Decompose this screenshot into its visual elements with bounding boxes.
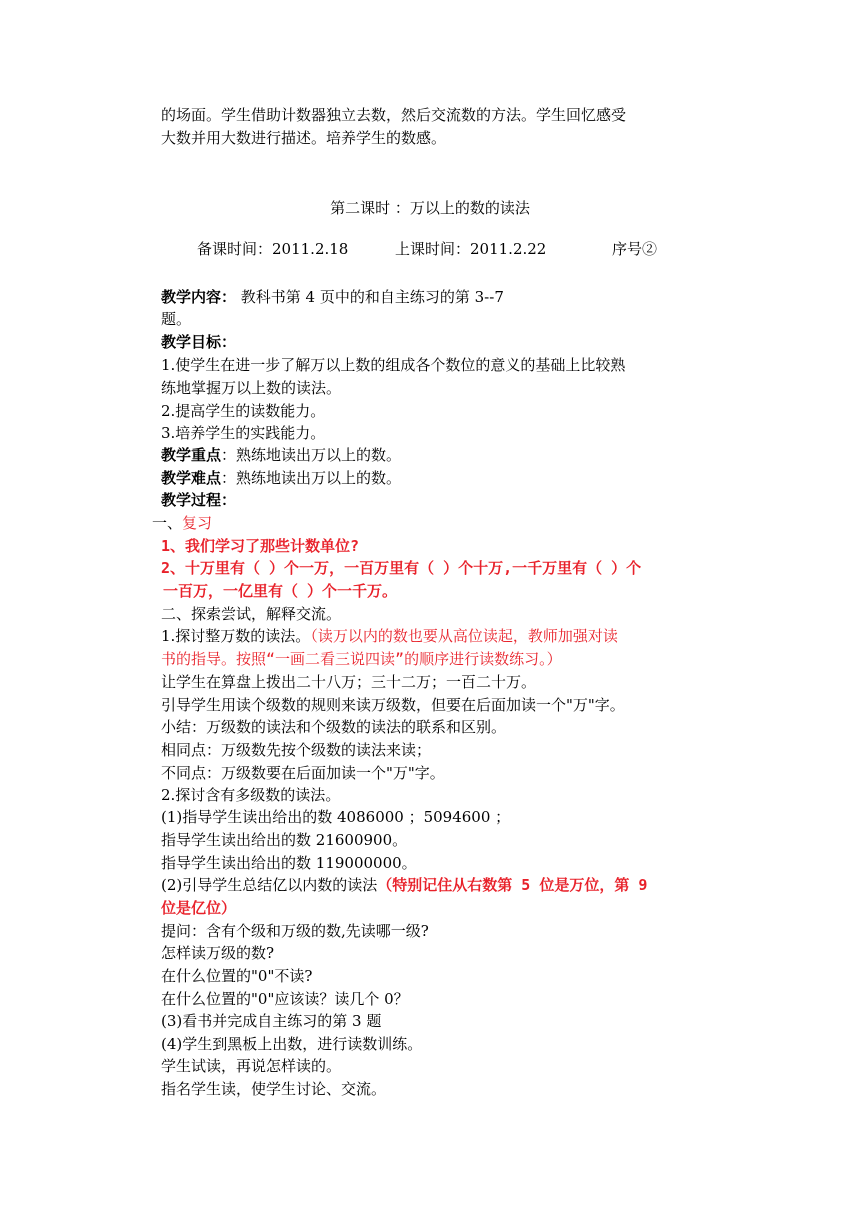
step-1-line [161,625,618,647]
objective-item: 2.提高学生的读数能力。 [161,402,326,420]
step-1-note-cont: 书的指导。按照“一画二看三说四读”的顺序进行读数练习。） [161,650,562,668]
process-line: 不同点：万级数要在后面加读一个"万"字。 [161,764,445,782]
review-prefix: 一、 [152,514,183,532]
process-line: (4)学生到黑板上出数，进行读数训练。 [161,1035,423,1053]
content-label: 教学内容： [161,288,237,306]
content-text-cont: 题。 [161,310,192,328]
process-line: 指名学生读，使学生讨论、交流。 [161,1080,387,1098]
key-point-label: 教学重点 [161,446,222,464]
difficulty-label: 教学难点 [161,469,222,487]
step-2-note: （特别记住从右数第 5 位是万位，第 9 [377,876,648,894]
process-line: 指导学生读出给出的数 119000000。 [161,854,417,872]
process-line: (1)指导学生读出给出的数 4086000 ；5094600 ； [161,808,511,826]
difficulty-text: ：熟练地读出万以上的数。 [221,469,402,487]
intro-line: 的场面。学生借助计数器独立去数，然后交流数的方法。学生回忆感受 [161,106,627,124]
objective-item: 练地掌握万以上数的读法。 [161,379,342,397]
step-2-line [161,874,647,896]
step-1-title: 1.探讨整万数的读法。 [161,627,311,645]
process-line: 引导学生用读个级数的规则来读万级数，但要在后面加读一个"万"字。 [161,696,625,714]
process-line: 2.探讨含有多级数的读法。 [161,786,341,804]
review-heading [152,512,212,534]
process-line: 学生试读，再说怎样读的。 [161,1057,342,1075]
review-title: 复习 [182,514,213,532]
process-label: 教学过程： [161,491,237,509]
process-line: 让学生在算盘上拨出二十八万；三十二万；一百二十万。 [161,673,537,691]
objectives-label: 教学目标： [161,333,237,351]
content-line [161,286,504,308]
review-question: 2、十万里有（ ）个一万，一百万里有（ ）个十万,一千万里有（ ）个 [161,559,642,577]
process-line: (3)看书并完成自主练习的第 3 题 [161,1012,382,1030]
step-2-item: (2)引导学生总结亿以内数的读法 [161,876,378,894]
content-text: 教科书第 4 页中的和自主练习的第 3--7 [236,288,504,306]
review-question-cont: 一百万，一亿里有（ ）个一千万。 [163,582,398,600]
section-heading: 二、探索尝试，解释交流。 [161,605,342,623]
serial-number: 序号② [612,240,658,258]
review-question: 1、我们学习了那些计数单位? [161,537,360,555]
step-2-note-cont: 位是亿位） [161,899,237,917]
objective-item: 1.使学生在进一步了解万以上数的组成各个数位的意义的基础上比较熟 [161,356,626,374]
process-line: 在什么位置的"0"应该读？读几个 0？ [161,990,409,1008]
difficulty-line [161,467,401,489]
process-line: 提问：含有个级和万级的数,先读哪一级? [161,922,429,940]
process-line: 小结：万级数的读法和个级数的读法的联系和区别。 [161,718,507,736]
class-time: 上课时间：2011.2.22 [395,240,547,258]
objective-item: 3.培养学生的实践能力。 [161,424,326,442]
process-line: 怎样读万级的数? [161,944,275,962]
lesson-title: 第二课时 ：万以上的数的读法 [330,199,530,217]
key-point-text: ：熟练地读出万以上的数。 [221,446,402,464]
step-1-note: （读万以内的数也要从高位读起，教师加强对读 [310,627,618,645]
process-line: 指导学生读出给出的数 21600900。 [161,831,408,849]
process-line: 相同点：万级数先按个级数的读法来读； [161,741,432,759]
key-point-line [161,444,401,466]
process-line: 在什么位置的"0"不读? [161,967,313,985]
prep-time: 备课时间：2011.2.18 [197,240,349,258]
intro-line: 大数并用大数进行描述。培养学生的数感。 [161,129,447,147]
